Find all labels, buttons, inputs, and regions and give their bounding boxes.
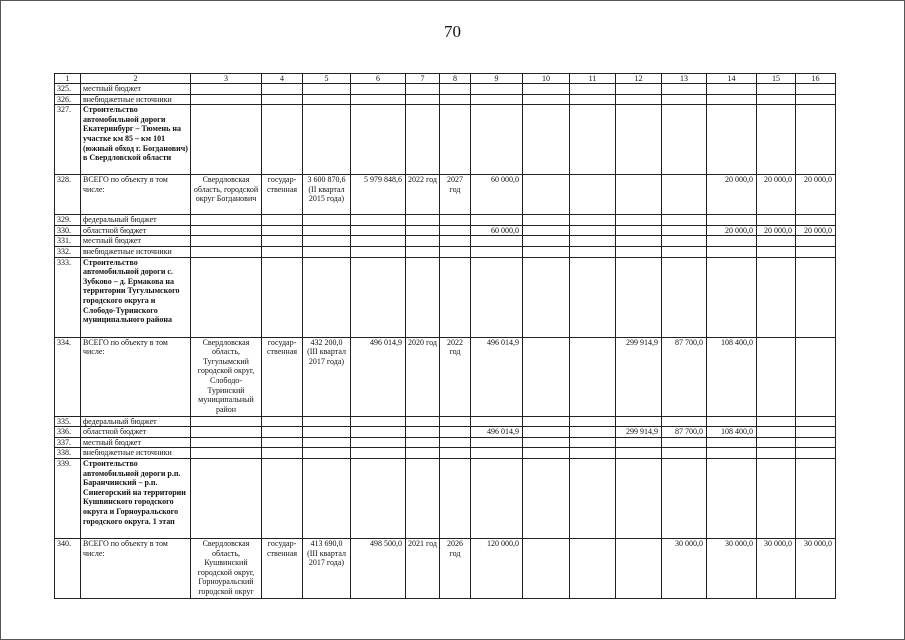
cell-col-15 xyxy=(757,215,796,226)
column-header: 9 xyxy=(471,74,523,84)
row-number: 336. xyxy=(55,427,81,438)
cell-col-12 xyxy=(616,215,662,226)
cell-col-12 xyxy=(616,84,662,95)
cell-col-13: 87 700,0 xyxy=(662,427,707,438)
table-row xyxy=(55,246,836,257)
cell-col-14: 20 000,0 xyxy=(707,175,757,215)
cell-col-6 xyxy=(351,246,406,257)
cell-col-16 xyxy=(796,94,836,105)
cell-col-5 xyxy=(303,236,351,247)
table-row xyxy=(55,236,836,247)
cell-col-15 xyxy=(757,94,796,105)
cell-col-7 xyxy=(406,427,440,438)
cell-col-12 xyxy=(616,175,662,215)
cell-col-6 xyxy=(351,427,406,438)
cell-col-6: 498 500,0 xyxy=(351,538,406,598)
row-label: внебюджетные источники xyxy=(81,246,191,257)
cell-col-7 xyxy=(406,437,440,448)
cell-col-7: 2020 год xyxy=(406,337,440,416)
cell-col-12 xyxy=(616,458,662,538)
cell-col-8 xyxy=(440,94,471,105)
cell-col-3: Свердловская область, Тугулымский городской округ, Слободо-Туринский муниципальный район xyxy=(191,337,262,416)
cell-col-15 xyxy=(757,257,796,337)
cell-col-14 xyxy=(707,448,757,459)
cell-col-4 xyxy=(262,215,303,226)
table-row xyxy=(55,337,836,416)
cell-col-16: 20 000,0 xyxy=(796,225,836,236)
cell-col-13 xyxy=(662,215,707,226)
cell-col-16 xyxy=(796,257,836,337)
cell-col-16 xyxy=(796,458,836,538)
cell-col-5 xyxy=(303,437,351,448)
cell-col-12 xyxy=(616,246,662,257)
cell-col-7 xyxy=(406,416,440,427)
cell-col-5: 432 200,0 (III квартал 2017 года) xyxy=(303,337,351,416)
row-label: местный бюджет xyxy=(81,84,191,95)
column-header: 1 xyxy=(55,74,81,84)
cell-col-12 xyxy=(616,94,662,105)
cell-col-6 xyxy=(351,215,406,226)
cell-col-16 xyxy=(796,337,836,416)
row-label: федеральный бюджет xyxy=(81,416,191,427)
cell-col-8 xyxy=(440,246,471,257)
row-number: 340. xyxy=(55,538,81,598)
cell-col-8 xyxy=(440,236,471,247)
cell-col-13 xyxy=(662,416,707,427)
cell-col-13 xyxy=(662,458,707,538)
cell-col-14: 30 000,0 xyxy=(707,538,757,598)
cell-col-8 xyxy=(440,225,471,236)
table-row xyxy=(55,94,836,105)
cell-col-13: 87 700,0 xyxy=(662,337,707,416)
cell-col-11 xyxy=(570,236,616,247)
cell-col-7 xyxy=(406,215,440,226)
column-header: 8 xyxy=(440,74,471,84)
cell-col-15 xyxy=(757,448,796,459)
cell-col-15: 20 000,0 xyxy=(757,225,796,236)
cell-col-12 xyxy=(616,236,662,247)
cell-col-9 xyxy=(471,448,523,459)
cell-col-7 xyxy=(406,225,440,236)
cell-col-3 xyxy=(191,246,262,257)
cell-col-6 xyxy=(351,84,406,95)
cell-col-3 xyxy=(191,94,262,105)
cell-col-16: 20 000,0 xyxy=(796,175,836,215)
cell-col-13 xyxy=(662,175,707,215)
cell-col-3 xyxy=(191,105,262,175)
cell-col-10 xyxy=(523,257,570,337)
cell-col-10 xyxy=(523,225,570,236)
cell-col-14: 108 400,0 xyxy=(707,427,757,438)
row-label: ВСЕГО по объекту в том числе: xyxy=(81,538,191,598)
cell-col-4 xyxy=(262,416,303,427)
cell-col-10 xyxy=(523,416,570,427)
column-header: 7 xyxy=(406,74,440,84)
cell-col-8: 2026 год xyxy=(440,538,471,598)
table-row xyxy=(55,448,836,459)
cell-col-10 xyxy=(523,437,570,448)
cell-col-9 xyxy=(471,416,523,427)
cell-col-15 xyxy=(757,105,796,175)
cell-col-8: 2022 год xyxy=(440,337,471,416)
cell-col-9 xyxy=(471,105,523,175)
cell-col-11 xyxy=(570,337,616,416)
cell-col-6 xyxy=(351,437,406,448)
cell-col-5 xyxy=(303,458,351,538)
cell-col-11 xyxy=(570,416,616,427)
cell-col-7 xyxy=(406,246,440,257)
cell-col-14 xyxy=(707,458,757,538)
cell-col-9: 496 014,9 xyxy=(471,337,523,416)
object-title: Строительство автомобильной дороги р.п. Баранчинский – р.п. Синегорский на территории Кушвинского городского округа и Горноуральского городского округа. 1 этап xyxy=(81,458,191,538)
cell-col-6 xyxy=(351,458,406,538)
cell-col-14 xyxy=(707,84,757,95)
row-label: областной бюджет xyxy=(81,225,191,236)
cell-col-3 xyxy=(191,416,262,427)
cell-col-10 xyxy=(523,175,570,215)
cell-col-4 xyxy=(262,105,303,175)
cell-col-4 xyxy=(262,437,303,448)
cell-col-3 xyxy=(191,225,262,236)
cell-col-13 xyxy=(662,437,707,448)
column-header: 6 xyxy=(351,74,406,84)
cell-col-8 xyxy=(440,257,471,337)
cell-col-16 xyxy=(796,437,836,448)
cell-col-10 xyxy=(523,215,570,226)
cell-col-3 xyxy=(191,448,262,459)
row-number: 337. xyxy=(55,437,81,448)
cell-col-9 xyxy=(471,215,523,226)
cell-col-16 xyxy=(796,215,836,226)
cell-col-3 xyxy=(191,84,262,95)
row-number: 329. xyxy=(55,215,81,226)
cell-col-13 xyxy=(662,236,707,247)
cell-col-4 xyxy=(262,448,303,459)
cell-col-11 xyxy=(570,458,616,538)
cell-col-4 xyxy=(262,246,303,257)
cell-col-16 xyxy=(796,105,836,175)
table-row xyxy=(55,225,836,236)
cell-col-14: 108 400,0 xyxy=(707,337,757,416)
cell-col-14 xyxy=(707,236,757,247)
cell-col-16 xyxy=(796,448,836,459)
row-number: 334. xyxy=(55,337,81,416)
row-label: областной бюджет xyxy=(81,427,191,438)
cell-col-3 xyxy=(191,215,262,226)
cell-col-6 xyxy=(351,448,406,459)
cell-col-14 xyxy=(707,437,757,448)
cell-col-8 xyxy=(440,437,471,448)
cell-col-14 xyxy=(707,105,757,175)
object-title: Строительство автомобильной дороги с. Зубково – д. Ермакова на территории Тугулымского городского округа и Слободо-Туринского муниципального района xyxy=(81,257,191,337)
cell-col-6: 496 014,9 xyxy=(351,337,406,416)
cell-col-7 xyxy=(406,257,440,337)
cell-col-10 xyxy=(523,236,570,247)
cell-col-14 xyxy=(707,246,757,257)
cell-col-9: 60 000,0 xyxy=(471,175,523,215)
cell-col-12 xyxy=(616,538,662,598)
cell-col-8 xyxy=(440,458,471,538)
cell-col-4 xyxy=(262,458,303,538)
cell-col-3 xyxy=(191,257,262,337)
cell-col-13 xyxy=(662,257,707,337)
cell-col-7 xyxy=(406,448,440,459)
column-header: 11 xyxy=(570,74,616,84)
cell-col-11 xyxy=(570,246,616,257)
table-row xyxy=(55,427,836,438)
cell-col-15 xyxy=(757,416,796,427)
cell-col-10 xyxy=(523,94,570,105)
cell-col-5 xyxy=(303,84,351,95)
cell-col-14 xyxy=(707,94,757,105)
cell-col-11 xyxy=(570,257,616,337)
cell-col-5 xyxy=(303,257,351,337)
cell-col-9 xyxy=(471,94,523,105)
cell-col-12 xyxy=(616,416,662,427)
cell-col-6 xyxy=(351,257,406,337)
cell-col-5 xyxy=(303,448,351,459)
cell-col-10 xyxy=(523,84,570,95)
cell-col-13 xyxy=(662,84,707,95)
cell-col-16 xyxy=(796,236,836,247)
cell-col-5 xyxy=(303,246,351,257)
cell-col-14: 20 000,0 xyxy=(707,225,757,236)
cell-col-10 xyxy=(523,105,570,175)
row-label: ВСЕГО по объекту в том числе: xyxy=(81,175,191,215)
cell-col-15 xyxy=(757,337,796,416)
cell-col-16 xyxy=(796,416,836,427)
row-label: внебюджетные источники xyxy=(81,94,191,105)
cell-col-13 xyxy=(662,94,707,105)
table-row xyxy=(55,458,836,538)
cell-col-12 xyxy=(616,448,662,459)
cell-col-14 xyxy=(707,416,757,427)
cell-col-8 xyxy=(440,105,471,175)
table-row xyxy=(55,257,836,337)
cell-col-8: 2027 год xyxy=(440,175,471,215)
cell-col-16 xyxy=(796,84,836,95)
cell-col-9 xyxy=(471,84,523,95)
cell-col-15 xyxy=(757,84,796,95)
object-title: Строительство автомобильной дороги Екатеринбург – Тюмень на участке км 85 – км 101 (южный обход г. Богданович) в Свердловской области xyxy=(81,105,191,175)
row-number: 331. xyxy=(55,236,81,247)
cell-col-4 xyxy=(262,427,303,438)
cell-col-13 xyxy=(662,448,707,459)
row-number: 328. xyxy=(55,175,81,215)
column-header: 3 xyxy=(191,74,262,84)
row-number: 327. xyxy=(55,105,81,175)
table-row xyxy=(55,437,836,448)
cell-col-4 xyxy=(262,84,303,95)
cell-col-9: 60 000,0 xyxy=(471,225,523,236)
cell-col-4 xyxy=(262,225,303,236)
cell-col-12 xyxy=(616,225,662,236)
cell-col-4 xyxy=(262,257,303,337)
cell-col-3: Свердловская область, городской округ Богданович xyxy=(191,175,262,215)
row-number: 325. xyxy=(55,84,81,95)
row-number: 339. xyxy=(55,458,81,538)
column-header: 15 xyxy=(757,74,796,84)
cell-col-15: 20 000,0 xyxy=(757,175,796,215)
cell-col-5 xyxy=(303,416,351,427)
cell-col-16: 30 000,0 xyxy=(796,538,836,598)
cell-col-9 xyxy=(471,246,523,257)
column-header: 2 xyxy=(81,74,191,84)
cell-col-10 xyxy=(523,458,570,538)
cell-col-11 xyxy=(570,225,616,236)
cell-col-6 xyxy=(351,236,406,247)
cell-col-3 xyxy=(191,427,262,438)
cell-col-5 xyxy=(303,427,351,438)
cell-col-8 xyxy=(440,84,471,95)
cell-col-13 xyxy=(662,225,707,236)
row-number: 326. xyxy=(55,94,81,105)
row-label: местный бюджет xyxy=(81,437,191,448)
cell-col-4: государ-ственная xyxy=(262,538,303,598)
cell-col-5 xyxy=(303,225,351,236)
row-number: 335. xyxy=(55,416,81,427)
cell-col-11 xyxy=(570,215,616,226)
column-header: 5 xyxy=(303,74,351,84)
cell-col-10 xyxy=(523,448,570,459)
cell-col-11 xyxy=(570,94,616,105)
cell-col-12: 299 914,9 xyxy=(616,337,662,416)
cell-col-6: 5 979 848,6 xyxy=(351,175,406,215)
table-row xyxy=(55,105,836,175)
column-header: 13 xyxy=(662,74,707,84)
cell-col-15 xyxy=(757,427,796,438)
cell-col-3 xyxy=(191,458,262,538)
cell-col-4: государ-ственная xyxy=(262,175,303,215)
cell-col-9: 496 014,9 xyxy=(471,427,523,438)
cell-col-8 xyxy=(440,215,471,226)
cell-col-12 xyxy=(616,105,662,175)
cell-col-10 xyxy=(523,538,570,598)
column-header: 16 xyxy=(796,74,836,84)
cell-col-9 xyxy=(471,458,523,538)
table-row xyxy=(55,215,836,226)
cell-col-11 xyxy=(570,105,616,175)
row-label: внебюджетные источники xyxy=(81,448,191,459)
cell-col-11 xyxy=(570,427,616,438)
column-header: 12 xyxy=(616,74,662,84)
row-label: местный бюджет xyxy=(81,236,191,247)
cell-col-6 xyxy=(351,225,406,236)
cell-col-15 xyxy=(757,458,796,538)
cell-col-6 xyxy=(351,94,406,105)
cell-col-5 xyxy=(303,105,351,175)
cell-col-9 xyxy=(471,236,523,247)
row-label: ВСЕГО по объекту в том числе: xyxy=(81,337,191,416)
cell-col-11 xyxy=(570,84,616,95)
cell-col-7 xyxy=(406,94,440,105)
row-number: 332. xyxy=(55,246,81,257)
cell-col-12 xyxy=(616,437,662,448)
cell-col-8 xyxy=(440,448,471,459)
cell-col-9: 120 000,0 xyxy=(471,538,523,598)
cell-col-7 xyxy=(406,458,440,538)
cell-col-9 xyxy=(471,437,523,448)
cell-col-3 xyxy=(191,437,262,448)
column-header: 4 xyxy=(262,74,303,84)
cell-col-7: 2021 год xyxy=(406,538,440,598)
cell-col-10 xyxy=(523,246,570,257)
cell-col-7: 2022 год xyxy=(406,175,440,215)
cell-col-15 xyxy=(757,437,796,448)
cell-col-7 xyxy=(406,84,440,95)
cell-col-15 xyxy=(757,246,796,257)
cell-col-3 xyxy=(191,236,262,247)
cell-col-10 xyxy=(523,427,570,438)
row-number: 333. xyxy=(55,257,81,337)
page-number: 70 xyxy=(444,22,461,41)
cell-col-6 xyxy=(351,416,406,427)
cell-col-11 xyxy=(570,538,616,598)
cell-col-16 xyxy=(796,246,836,257)
cell-col-7 xyxy=(406,105,440,175)
cell-col-7 xyxy=(406,236,440,247)
cell-col-5 xyxy=(303,94,351,105)
cell-col-8 xyxy=(440,427,471,438)
cell-col-5: 3 600 870,6 (II квартал 2015 года) xyxy=(303,175,351,215)
cell-col-9 xyxy=(471,257,523,337)
cell-col-11 xyxy=(570,437,616,448)
cell-col-14 xyxy=(707,257,757,337)
cell-col-4 xyxy=(262,94,303,105)
column-header: 14 xyxy=(707,74,757,84)
column-header: 10 xyxy=(523,74,570,84)
table-header-row xyxy=(55,74,836,84)
table-row xyxy=(55,175,836,215)
cell-col-15: 30 000,0 xyxy=(757,538,796,598)
cell-col-5 xyxy=(303,215,351,226)
cell-col-12: 299 914,9 xyxy=(616,427,662,438)
cell-col-12 xyxy=(616,257,662,337)
row-number: 330. xyxy=(55,225,81,236)
table-row xyxy=(55,416,836,427)
cell-col-11 xyxy=(570,448,616,459)
cell-col-4 xyxy=(262,236,303,247)
row-label: федеральный бюджет xyxy=(81,215,191,226)
cell-col-6 xyxy=(351,105,406,175)
cell-col-3: Свердловская область, Кушвинский городской округ, Горноуральский городской округ xyxy=(191,538,262,598)
cell-col-16 xyxy=(796,427,836,438)
cell-col-13 xyxy=(662,246,707,257)
cell-col-13: 30 000,0 xyxy=(662,538,707,598)
budget-table xyxy=(54,73,836,599)
cell-col-11 xyxy=(570,175,616,215)
cell-col-5: 413 690,0 (III квартал 2017 года) xyxy=(303,538,351,598)
row-number: 338. xyxy=(55,448,81,459)
cell-col-15 xyxy=(757,236,796,247)
cell-col-13 xyxy=(662,105,707,175)
cell-col-4: государ-ственная xyxy=(262,337,303,416)
table-row xyxy=(55,538,836,598)
cell-col-14 xyxy=(707,215,757,226)
cell-col-10 xyxy=(523,337,570,416)
cell-col-8 xyxy=(440,416,471,427)
table-row xyxy=(55,84,836,95)
